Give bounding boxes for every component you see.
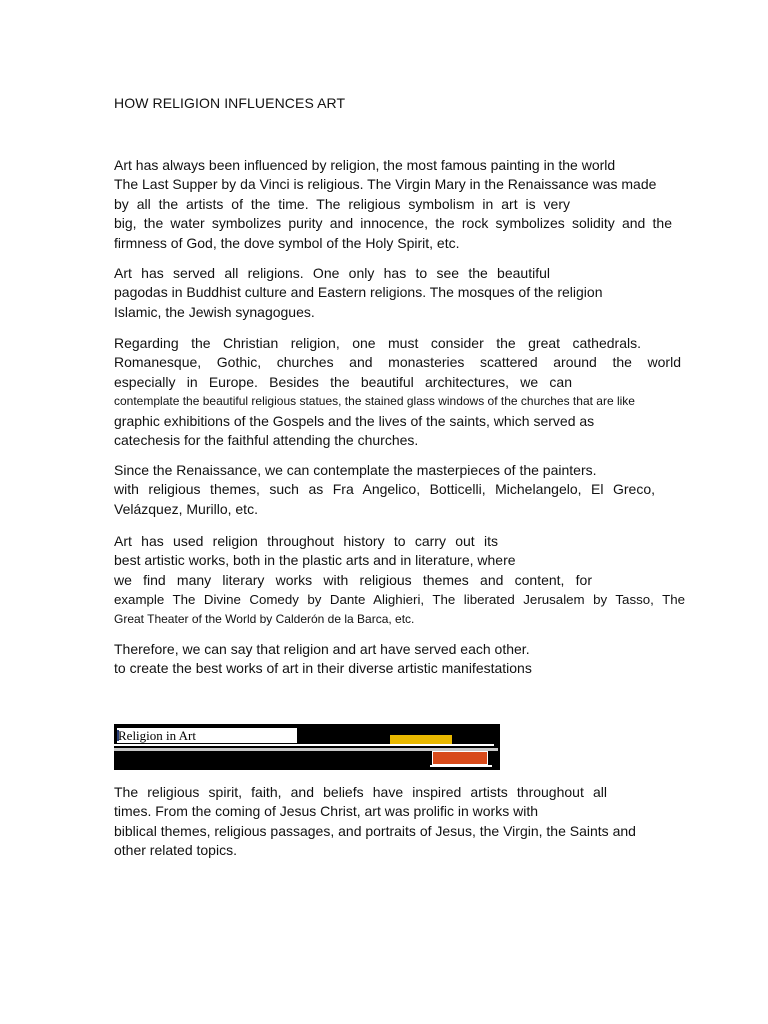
text-line: with religious themes, such as Fra Angelico, Botticelli, Michelangelo, El Greco,: [114, 481, 655, 498]
banner-orange-block: [432, 751, 488, 765]
paragraph-1: [114, 156, 686, 253]
text-line: best artistic works, both in the plastic arts and in literature, where: [114, 552, 516, 569]
text-line: times. From the coming of Jesus Christ, art was prolific in works with: [114, 803, 539, 820]
text-line: biblical themes, religious passages, and portraits of Jesus, the Virgin, the Saints and: [114, 822, 636, 839]
text-line: by all the artists of the time. The religious symbolism in art is very: [114, 195, 570, 212]
paragraph-7: [114, 783, 686, 861]
paragraph-4: [114, 461, 686, 519]
text-line: The Last Supper by da Vinci is religious. The Virgin Mary in the Renaissance was made: [114, 176, 657, 193]
text-line: Islamic, the Jewish synagogues.: [114, 303, 315, 320]
text-line: Regarding the Christian religion, one must consider the great cathedrals.: [114, 335, 641, 351]
text-line: other related topics.: [114, 842, 237, 859]
text-line: contemplate the beautiful religious statues, the stained glass windows of the churches that are like: [114, 394, 635, 409]
text-line: especially in Europe. Besides the beautiful architectures, we can: [114, 373, 572, 390]
religion-in-art-banner: [114, 724, 500, 770]
banner-white-stripe: [114, 744, 494, 746]
paragraph-5: [114, 532, 686, 629]
text-line: Great Theater of the World by Calderón de la Barca, etc.: [114, 611, 415, 626]
banner-yellow-block: [390, 735, 452, 744]
text-line: firmness of God, the dove symbol of the Holy Spirit, etc.: [114, 234, 460, 251]
paragraph-3: [114, 334, 686, 450]
text-line: Since the Renaissance, we can contemplate the masterpieces of the painters.: [114, 462, 597, 478]
text-line: to create the best works of art in their diverse artistic manifestations: [114, 660, 532, 677]
banner-label: Religion in Art: [118, 728, 196, 743]
text-line: Therefore, we can say that religion and art have served each other.: [114, 641, 530, 657]
page-title: HOW RELIGION INFLUENCES ART: [114, 95, 346, 111]
text-line: pagodas in Buddhist culture and Eastern religions. The mosques of the religion: [114, 284, 603, 301]
text-line: Art has served all religions. One only has to see the beautiful: [114, 265, 550, 281]
text-line: Art has always been influenced by religion, the most famous painting in the world: [114, 157, 616, 173]
text-line: we find many literary works with religious themes and content, for: [114, 571, 592, 588]
text-line: big, the water symbolizes purity and innocence, the rock symbolizes solidity and the: [114, 215, 672, 232]
text-line: graphic exhibitions of the Gospels and the lives of the saints, which served as: [114, 412, 595, 429]
banner-bottom-stripe: [430, 765, 492, 767]
paragraph-6: [114, 640, 686, 679]
text-line: Art has used religion throughout history to carry out its: [114, 533, 498, 549]
text-line: catechesis for the faithful attending the churches.: [114, 431, 419, 448]
text-line: The religious spirit, faith, and beliefs have inspired artists throughout all: [114, 784, 607, 800]
text-line: Velázquez, Murillo, etc.: [114, 500, 258, 517]
paragraph-2: [114, 264, 686, 322]
text-line: example The Divine Comedy by Dante Alighieri, The liberated Jerusalem by Tasso, The: [114, 592, 685, 608]
text-line: Romanesque, Gothic, churches and monasteries scattered around the world: [114, 354, 681, 371]
